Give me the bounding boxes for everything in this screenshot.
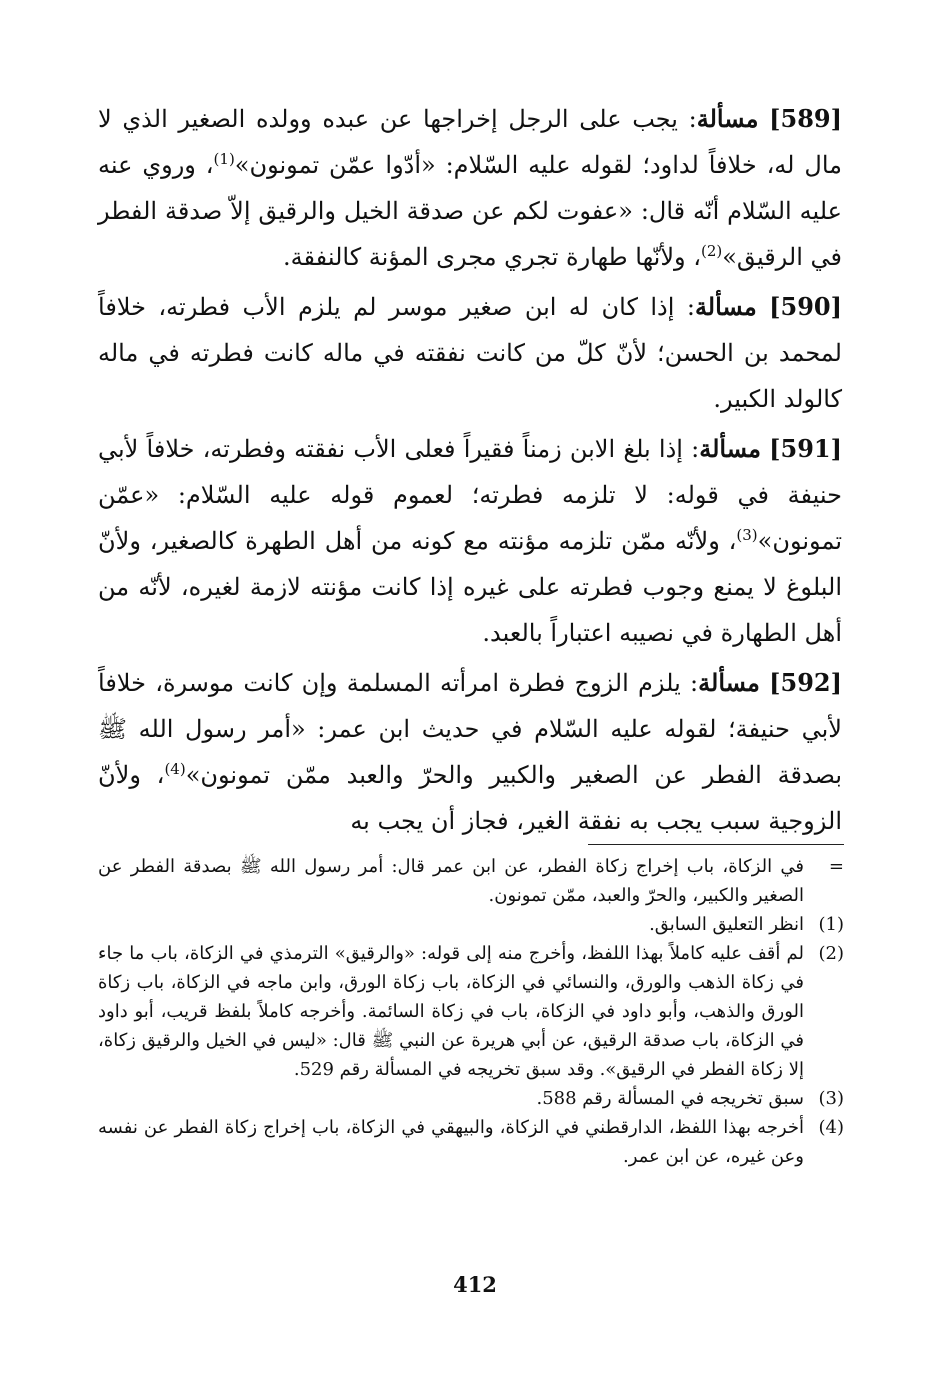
paragraph-591 xyxy=(98,426,842,656)
issue-number: [591] xyxy=(769,434,842,463)
issue-number: [590] xyxy=(769,292,842,321)
paragraph-text: : إذا بلغ الابن زمناً فقيراً فعلى الأب نفقته وفطرته، خلافاً لأبي حنيفة في قوله: لا تلزمه فطرته؛ لعموم قوله عليه السّلام: «عمّن تمونون» xyxy=(98,435,842,555)
footnote-1 xyxy=(98,910,844,939)
footnote-3 xyxy=(98,1084,844,1113)
footnote-mark: (2) xyxy=(818,943,844,964)
issue-number: [589] xyxy=(769,104,842,133)
paragraph-text: : إذا كان له ابن صغير موسر لم يلزم الأب فطرته، خلافاً لمحمد بن الحسن؛ لأنّ كلّ من كانت نفقته في ماله كانت فطرته في ماله كالولد الكبير. xyxy=(98,293,842,413)
footnote-mark: (1) xyxy=(818,914,844,935)
footnote-2 xyxy=(98,939,844,1084)
paragraph-text: ، ولأنّ الزوجية سبب يجب به نفقة الغير، فجاز أن يجب به xyxy=(98,761,842,835)
paragraph-text: : يلزم الزوج فطرة امرأته المسلمة وإن كانت موسرة، خلافاً لأبي حنيفة؛ لقوله عليه السّلام في حديث ابن عمر: «أمر رسول الله ﷺ بصدقة الفطر عن الصغير والكبير والحرّ والعبد ممّن تمونون» xyxy=(98,669,843,789)
paragraph-592 xyxy=(98,660,842,844)
footnote-ref: (3) xyxy=(736,526,758,544)
footnote-ref: (4) xyxy=(164,760,186,778)
footnote-text: في الزكاة، باب إخراج زكاة الفطر، عن ابن عمر قال: أمر رسول الله ﷺ بصدقة الفطر عن الصغير والكبير، والحرّ والعبد، ممّن تمونون. xyxy=(98,856,804,906)
issue-keyword: مسألة xyxy=(694,292,757,321)
page-number: 412 xyxy=(453,1272,497,1297)
issue-number: [592] xyxy=(769,668,842,697)
footnote-text: أخرجه بهذا اللفظ، الدارقطني في الزكاة، والبيهقي في الزكاة، باب إخراج زكاة الفطر عن نفسه وعن غيره، عن ابن عمر. xyxy=(98,1117,804,1167)
footnote-ref: (2) xyxy=(700,242,723,260)
footnote-text: انظر التعليق السابق. xyxy=(649,914,804,935)
footnotes xyxy=(98,852,844,1171)
paragraph-text: ، ولأنّها طهارة تجري مجرى المؤنة كالنفقة. xyxy=(283,243,701,271)
paragraph-text: : يجب على الرجل إخراجها عن عبده وولده الصغير الذي لا مال له، خلافاً لداود؛ لقوله عليه السّلام: «أدّوا عمّن تمونون» xyxy=(98,105,842,179)
footnote-mark: (4) xyxy=(818,1117,844,1138)
footnote-text: لم أقف عليه كاملاً بهذا اللفظ، وأخرج منه إلى قوله: «والرقيق» الترمذي في الزكاة، باب ما جاء في زكاة الذهب والورق، والنسائي في الزكاة، باب زكاة الورق، وابن ماجه في الزكاة، باب زكاة الورق والذهب، وأبو داود في الزكاة، باب في زكاة السائمة. وأخرجه كاملاً بلفظ قريب، أبو داود في الزكاة، باب صدقة الرقيق، عن أبي هريرة عن النبي ﷺ قال: «ليس في الخيل والرقيق زكاة، إلا زكاة الفطر في الرقيق». وقد سبق تخريجه في المسألة رقم 529. xyxy=(98,943,804,1080)
footnote-ref: (1) xyxy=(213,150,235,168)
footnote-mark: = xyxy=(828,856,844,877)
issue-keyword: مسألة xyxy=(698,668,760,697)
footnote-4 xyxy=(98,1113,844,1171)
footnote-divider xyxy=(588,844,844,845)
footnote-text: سبق تخريجه في المسألة رقم 588. xyxy=(536,1088,804,1109)
issue-keyword: مسألة xyxy=(696,104,759,133)
paragraph-text: ، ولأنّه ممّن تلزمه مؤنته مع كونه من أهل الطهرة كالصغير، ولأنّ البلوغ لا يمنع وجوب فطرته على غيره إذا كانت مؤنته لازمة لغيره، لأنّه من أهل الطهارة في نصيبه اعتباراً بالعبد. xyxy=(98,527,842,647)
footnote-continued xyxy=(98,852,844,910)
paragraph-589 xyxy=(98,96,842,280)
issue-keyword: مسألة xyxy=(699,434,761,463)
paragraph-text: ، وروي عنه عليه السّلام أنّه قال: «عفوت لكم عن صدقة الخيل والرقيق إلاّ صدقة الفطر في الرقيق» xyxy=(98,151,842,271)
footnote-mark: (3) xyxy=(818,1088,844,1109)
paragraph-590 xyxy=(98,284,842,422)
main-text xyxy=(98,96,842,848)
